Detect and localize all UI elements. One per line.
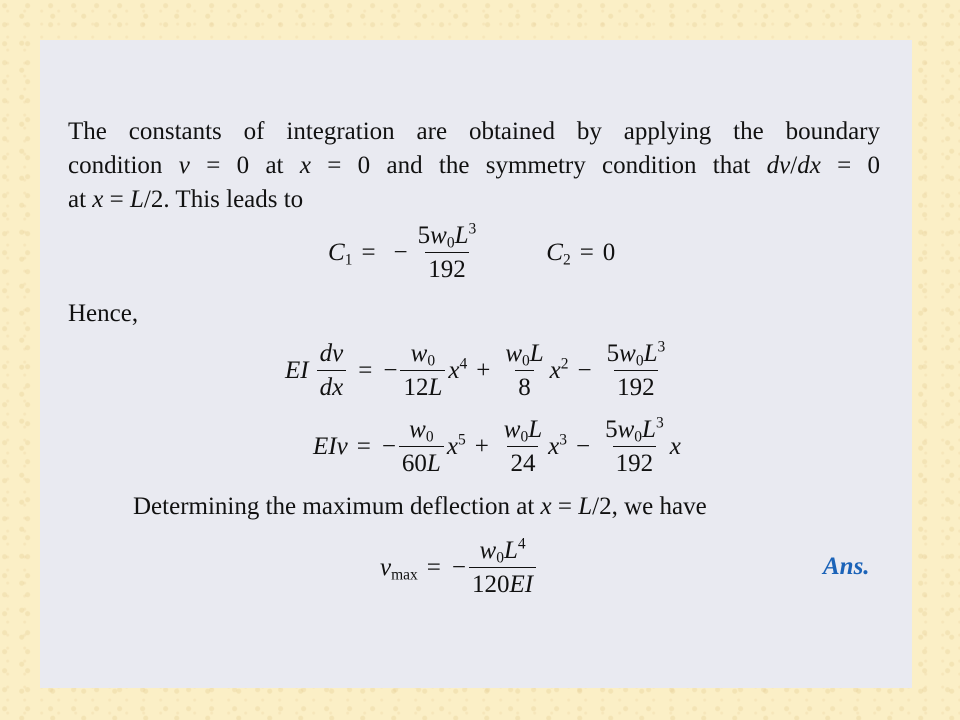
deflection-term2-denominator: 24 [507, 446, 538, 478]
c2-symbol: $C_2$ [546, 238, 571, 268]
intro-line-1: The constants of integration are obtained by applying the boundary [68, 118, 880, 145]
max-deflection-text: Determining the maximum deflection at x = L/2, we have [133, 493, 707, 520]
vmax-equation: $v_{max}$ = − $\frac{w_0L^4}{120EI}$ [380, 537, 539, 598]
math-dvdx-eq-0: dv/dx = 0 [766, 151, 881, 179]
slope-term3-fraction: $\frac{5w_0L^3}{192}$ [606, 338, 666, 401]
slope-term2-fraction: $\frac{w_0L}{8}$ [505, 340, 544, 401]
ans-label: Ans. [823, 553, 870, 580]
hence-label: Hence, [68, 300, 139, 327]
deflection-term1-denominator: 60L [399, 446, 444, 478]
deflection-term2-fraction: $\frac{w_0L}{24}$ [503, 416, 543, 477]
c1-denominator: 192 [425, 252, 469, 284]
c2-value: 0 [602, 238, 616, 266]
c1-fraction [415, 222, 480, 283]
deflection-equation: EIv = − $\frac{w_0}{60L}$ $x^5$ + $\frac{w_0L}{24}$ $x^3$ − $\frac{5w_0L^3}{192}$ x [313, 414, 681, 477]
intro-line-2: condition v = 0 at x = 0 and the symmetry condition that dv/dx = 0 [68, 151, 881, 179]
constants-equation: $C_1$ = − $\frac{5w_0L^3}{192}$ $C_2$ = 0 [328, 220, 616, 283]
slope-equation: EI $\frac{dv}{dx}$ = − $\frac{w_0}{12L}$ $x^4$ + $\frac{w_0L}{8}$ $x^2$ − $\frac{5w_0L^3}{192}$ [285, 340, 671, 401]
intro-line-3: at x = L/2. This leads to [68, 185, 304, 213]
slope-term2-denominator: 8 [515, 370, 534, 402]
vmax-fraction: $\frac{w_0L^4}{120EI}$ [469, 537, 536, 598]
math-x-eq-0: x = 0 [299, 151, 371, 179]
deflection-term1-fraction: $\frac{w_0}{60L}$ [399, 416, 444, 477]
c1-numerator: $5w_0L^3$ [417, 220, 477, 252]
deflection-term3-denominator: 192 [613, 446, 657, 478]
dv-dx-fraction: $\frac{dv}{dx}$ [317, 340, 347, 401]
c1-symbol: $C_1$ [328, 238, 353, 268]
math-x-eq-L2: x = L/2 [92, 185, 164, 213]
intro-paragraph [68, 115, 880, 216]
math-v-eq-0: v = 0 [178, 151, 250, 179]
slope-term1-denominator: 12L [400, 370, 445, 402]
deflection-term3-fraction: $\frac{5w_0L^3}{192}$ [605, 414, 664, 477]
slope-term1-fraction: $\frac{w_0}{12L}$ [400, 340, 445, 401]
slope-term3-denominator: 192 [614, 370, 658, 402]
vmax-denominator: 120EI [469, 567, 536, 599]
